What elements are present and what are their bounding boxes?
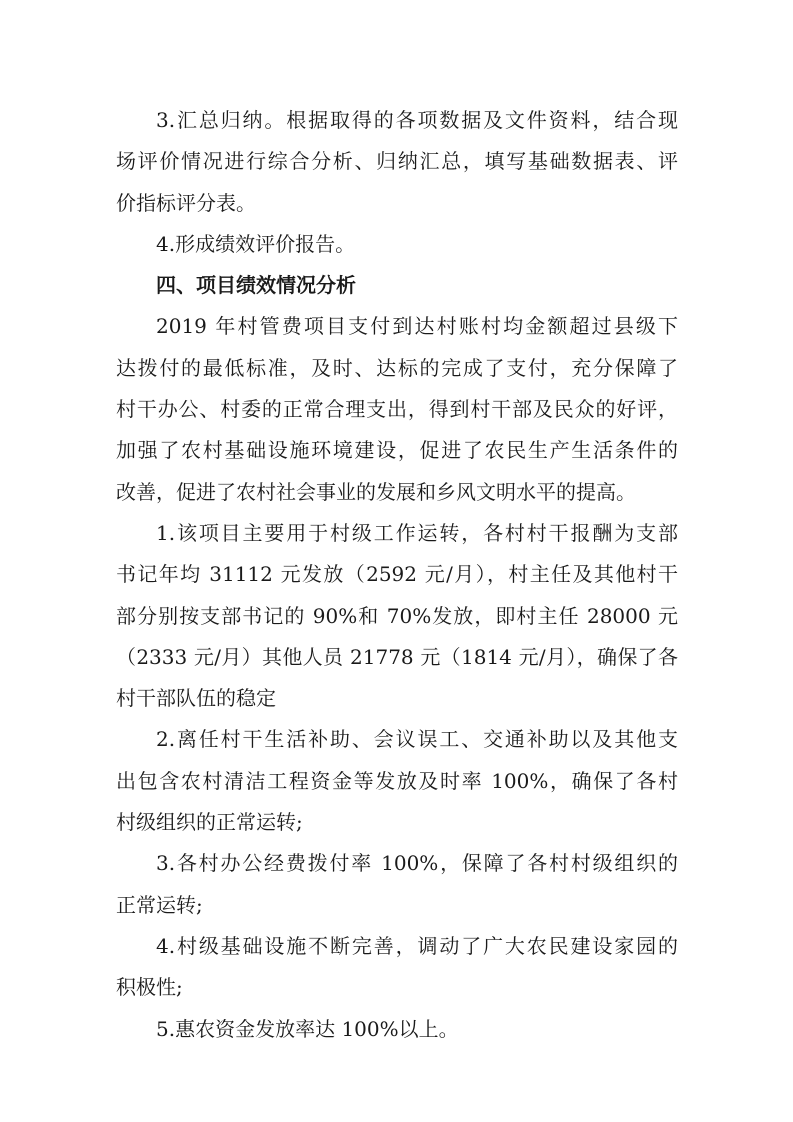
text-line: 3.各村办公经费拨付率 100%，保障了各村村级组织的 [156,851,678,876]
text-line: 书记年均 31112 元发放（2592 元/月），村主任及其他村干 [116,562,678,587]
text-line: 部分别按支部书记的 90%和 70%发放，即村主任 28000 元 [116,603,678,628]
text-line: 3.汇总归纳。根据取得的各项数据及文件资料，结合现 [156,108,678,132]
paragraph-item-3 [116,843,678,926]
text-line: 出包含农村清洁工程资金等发放及时率 100%，确保了各村 [116,768,678,793]
text-line: 2.离任村干生活补助、会议误工、交通补助以及其他支 [156,727,678,752]
paragraph-item-2 [116,719,678,843]
text-line: 1.该项目主要用于村级工作运转，各村村干报酬为支部 [156,520,678,545]
text-line: 达拨付的最低标准，及时、达标的完成了支付，充分保障了 [116,355,678,380]
text-line: 4.形成绩效评价报告。 [156,231,356,256]
text-line: 村干部队伍的稳定 [116,686,276,711]
text-line: 5.惠农资金发放率达 100%以上。 [156,1016,459,1041]
text-line: 4.村级基础设施不断完善，调动了广大农民建设家园的 [156,933,678,958]
paragraph-item-1 [116,513,678,719]
text-line: 2019 年村管费项目支付到达村账村均金额超过县级下 [156,314,678,339]
paragraph-summary-step [116,100,678,224]
text-line: 积极性; [116,975,183,1000]
paragraph-report-step [116,224,678,265]
text-line: 改善，促进了农村社会事业的发展和乡风文明水平的提高。 [116,479,636,504]
paragraph-item-4 [116,926,678,1009]
paragraph-item-5 [116,1009,678,1050]
paragraph-overview [116,306,678,512]
document-body [116,100,678,1050]
text-line: 村干办公、村委的正常合理支出，得到村干部及民众的好评， [116,397,678,422]
text-line: 价指标评分表。 [116,190,256,215]
section-heading-4 [116,265,678,306]
text-line: 正常运转; [116,892,203,917]
text-line: 场评价情况进行综合分析、归纳汇总，填写基础数据表、评 [116,149,678,174]
text-line: 加强了农村基础设施环境建设，促进了农民生产生活条件的 [116,438,678,463]
text-line: 四、项目绩效情况分析 [156,273,356,298]
text-line: （2333 元/月）其他人员 21778 元（1814 元/月），确保了各 [116,644,678,669]
text-line: 村级组织的正常运转; [116,810,303,835]
